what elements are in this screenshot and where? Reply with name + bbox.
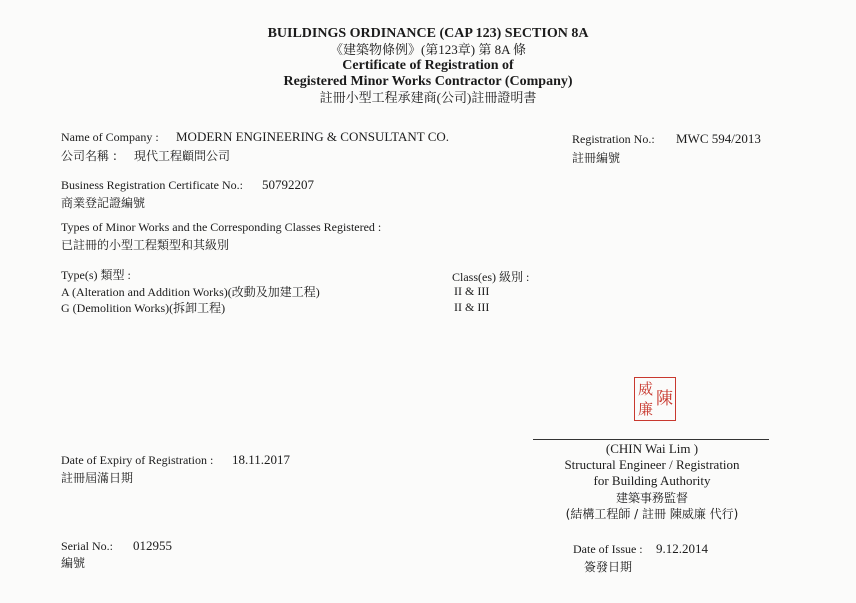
serial-label-cn: 編號 — [61, 556, 86, 570]
works-class-row: II & III — [454, 300, 490, 314]
company-label-cn: 公司名稱 : — [61, 149, 117, 163]
signatory-name: (CHIN Wai Lim ) — [605, 441, 699, 456]
company-name: MODERN ENGINEERING & CONSULTANT CO. — [176, 129, 450, 144]
brc-number: 50792207 — [262, 177, 314, 192]
class-column-label: Class(es) 級別 : — [452, 270, 530, 284]
certificate-title-cn: 註冊小型工程承建商(公司)註冊證明書 — [319, 90, 537, 105]
company-name-cn: 現代工程顧問公司 — [134, 149, 231, 163]
types-heading-cn: 已註冊的小型工程類型和其級別 — [61, 238, 230, 252]
company-label: Name of Company : — [61, 130, 159, 144]
works-type-row: G (Demolition Works)(拆卸工程) — [61, 301, 226, 315]
registration-number: MWC 594/2013 — [676, 131, 761, 146]
seal-char: 陳 — [656, 389, 673, 409]
expiry-label: Date of Expiry of Registration : — [61, 453, 214, 467]
signature-line — [533, 439, 769, 440]
signatory-title: Structural Engineer / Registration — [564, 457, 740, 472]
certificate-header — [0, 26, 856, 106]
signatory-note-cn: (結構工程師 / 註冊 陳威廉 代行) — [565, 507, 739, 521]
registration-label-cn: 註冊編號 — [572, 151, 621, 165]
expiry-date: 18.11.2017 — [232, 452, 291, 467]
issue-date-label-cn: 簽發日期 — [584, 560, 633, 574]
seal-char: 威 — [637, 380, 653, 398]
issue-date-label: Date of Issue : — [573, 542, 643, 556]
works-type-row: A (Alteration and Addition Works)(改動及加建工程) — [61, 285, 320, 299]
official-seal — [634, 377, 676, 421]
seal-char: 廉 — [637, 400, 653, 418]
serial-number: 012955 — [133, 538, 172, 553]
brc-label: Business Registration Certificate No.: — [61, 178, 243, 192]
signatory-title-2: for Building Authority — [593, 473, 711, 488]
ordinance-title-cn: 《建築物條例》(第123章) 第 8A 條 — [329, 42, 527, 57]
works-class-row: II & III — [454, 284, 490, 298]
type-column-label: Type(s) 類型 : — [61, 268, 131, 282]
types-heading: Types of Minor Works and the Corresponding Classes Registered : — [61, 220, 382, 234]
issue-date: 9.12.2014 — [656, 541, 708, 556]
certificate-subtitle: Registered Minor Works Contractor (Company) — [283, 74, 573, 89]
ordinance-title: BUILDINGS ORDINANCE (CAP 123) SECTION 8A — [267, 26, 589, 41]
serial-label: Serial No.: — [61, 539, 113, 553]
registration-label: Registration No.: — [572, 132, 655, 146]
brc-label-cn: 商業登記證編號 — [61, 196, 146, 210]
expiry-label-cn: 註冊屆滿日期 — [61, 471, 134, 485]
certificate-title: Certificate of Registration of — [342, 58, 514, 73]
signatory-title-cn: 建築事務監督 — [615, 491, 688, 505]
